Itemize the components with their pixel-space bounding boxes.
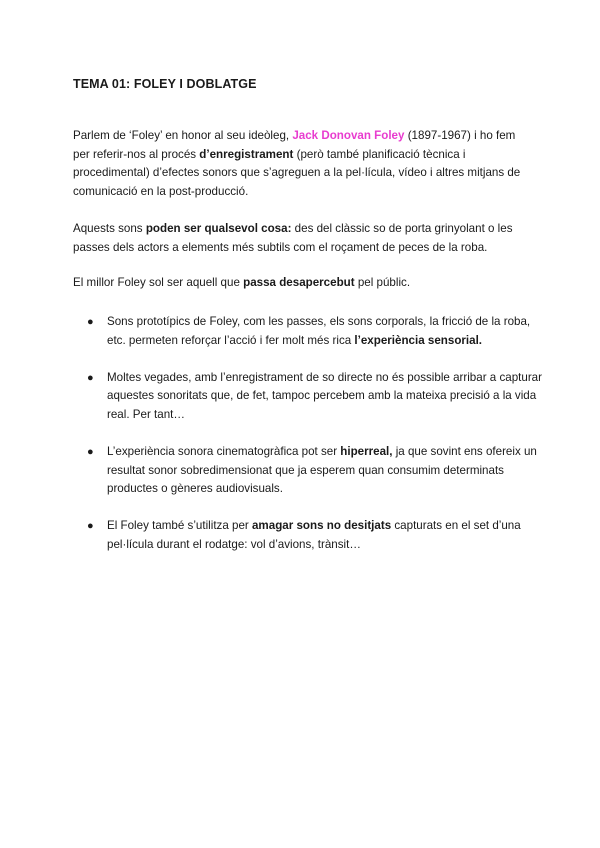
text-run: Aquests sons (73, 222, 146, 235)
highlighted-name: Jack Donovan Foley (292, 129, 405, 142)
paragraph-sound-types (73, 220, 533, 257)
document-title: TEMA 01: FOLEY I DOBLATGE (73, 77, 257, 91)
text-run: El Foley també s’utilitza per (107, 519, 252, 533)
bold-term: poden ser qualsevol cosa: (145, 222, 292, 235)
bullet-icon: ● (87, 445, 94, 458)
bold-term: amagar sons no desitjats (251, 519, 392, 533)
text-run: pel públic. (354, 276, 411, 289)
text-run: Parlem de ‘Foley’ en honor al seu ideòleg, (73, 129, 293, 142)
text-run: El millor Foley sol ser aquell que (73, 276, 244, 289)
paragraph-foley-definition (73, 127, 533, 201)
bold-term: d’enregistrament (199, 147, 294, 161)
list-item (73, 313, 543, 350)
text-run: capturats en el set d’una pel·lícula durant el rodatge: vol d’avions, trànsit… (107, 519, 521, 551)
list-item (73, 517, 543, 554)
bullet-list (73, 313, 543, 573)
list-item (73, 369, 543, 425)
paragraph-best-foley (73, 274, 533, 293)
text-run: L’experiència sonora cinematogràfica pot ser (107, 444, 341, 458)
list-item (73, 443, 543, 499)
text-run: (1897-1967) i ho fem per referir-nos al procés (73, 129, 516, 161)
bullet-icon: ● (87, 520, 94, 533)
bold-term: passa desapercebut (243, 276, 355, 289)
bold-term: l’experiència sensorial. (354, 333, 483, 347)
text-run: des del clàssic so de porta grinyolant o les passes dels actors a elements més subtils com el roçament de peces de la roba. (73, 222, 513, 254)
bold-term: hiperreal, (340, 444, 393, 458)
text-run: (però també planificació tècnica i procedimental) d’efectes sonors que s’agreguen a la pel·lícula, vídeo i altres mitjans de comunicació en la post-producció. (73, 147, 521, 198)
text-run: Sons prototípics de Foley, com les passes, els sons corporals, la fricció de la roba, etc. permeten reforçar l’acció i fer molt més rica (107, 315, 531, 347)
bullet-icon: ● (87, 316, 94, 328)
bullet-icon: ● (87, 371, 94, 384)
text-run: ja que sovint ens ofereix un resultat sonor sobredimensionat que ja esperem quan consumim determinats productes o gèneres audiovisuals. (107, 444, 537, 496)
text-run: Moltes vegades, amb l’enregistrament de so directe no és possible arribar a capturar aquestes sonoritats que, de fet, tampoc percebem amb la mateixa precisió a la vida real. Per tant… (107, 370, 542, 421)
